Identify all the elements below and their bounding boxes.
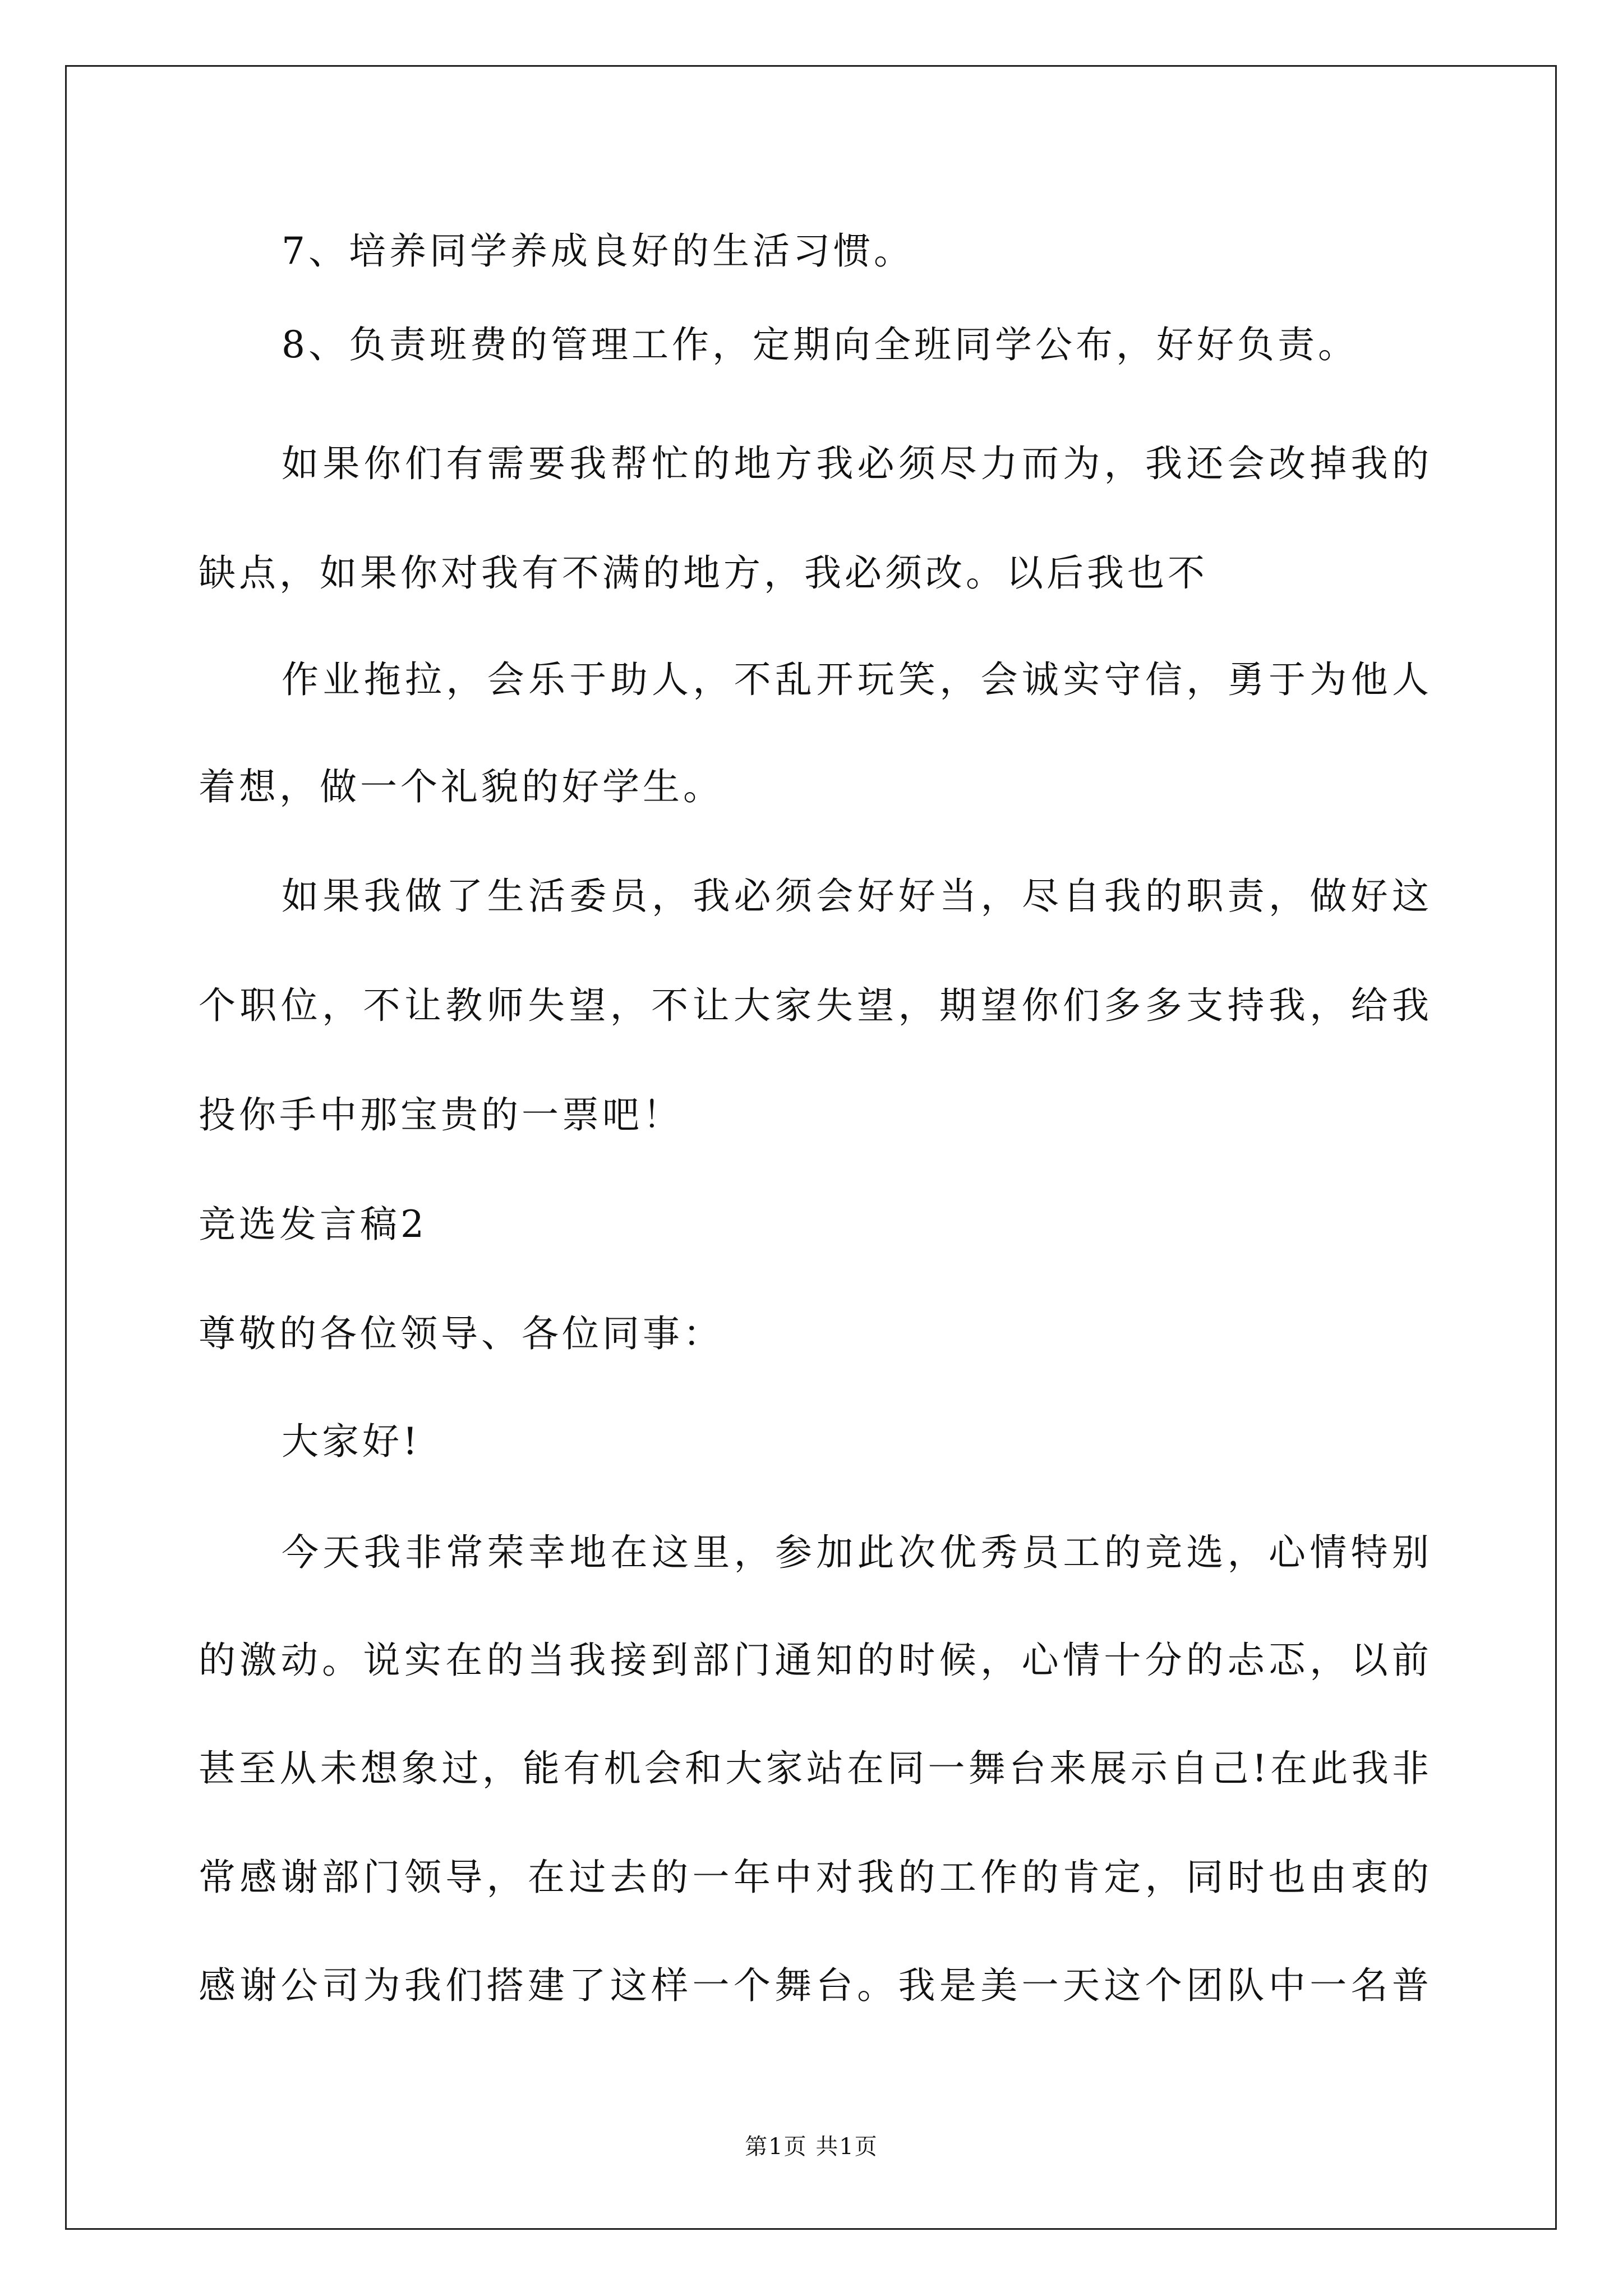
paragraph-line: 缺点，如果你对我有不满的地方，我必须改。以后我也不 [199,551,1208,595]
section-title: 竞选发言稿2 [199,1203,427,1246]
list-item-8: 8、负责班费的管理工作，定期向全班同学公布，好好负责。 [282,323,1358,366]
paragraph-line: 着想，做一个礼貌的好学生。 [199,765,723,808]
salutation: 尊敬的各位领导、各位同事： [199,1312,723,1355]
page-number: 第1页 共1页 [745,2134,878,2160]
paragraph-line: 的激动。说实在的当我接到部门通知的时候，心情十分的忐忑，以前 [199,1639,1432,1682]
paragraph-line: 常感谢部门领导，在过去的一年中对我的工作的肯定，同时也由衷的 [199,1856,1432,1899]
list-item-7: 7、培养同学养成良好的生活习惯。 [282,229,914,273]
paragraph-line: 今天我非常荣幸地在这里，参加此次优秀员工的竞选，心情特别 [282,1531,1432,1574]
paragraph-line: 作业拖拉，会乐于助人，不乱开玩笑，会诚实守信，勇于为他人 [282,658,1432,701]
paragraph-line: 如果你们有需要我帮忙的地方我必须尽力而为，我还会改掉我的 [282,442,1432,485]
paragraph-line: 如果我做了生活委员，我必须会好好当，尽自我的职责，做好这 [282,875,1432,918]
paragraph-line: 甚至从未想象过，能有机会和大家站在同一舞台来展示自己!在此我非 [199,1747,1432,1790]
page-border [65,65,1557,2230]
paragraph-line: 投你手中那宝贵的一票吧！ [199,1093,683,1137]
paragraph-line: 个职位，不让教师失望，不让大家失望，期望你们多多支持我，给我 [199,984,1432,1027]
greeting: 大家好! [282,1420,421,1463]
paragraph-line: 感谢公司为我们搭建了这样一个舞台。我是美一天这个团队中一名普 [199,1964,1432,2007]
